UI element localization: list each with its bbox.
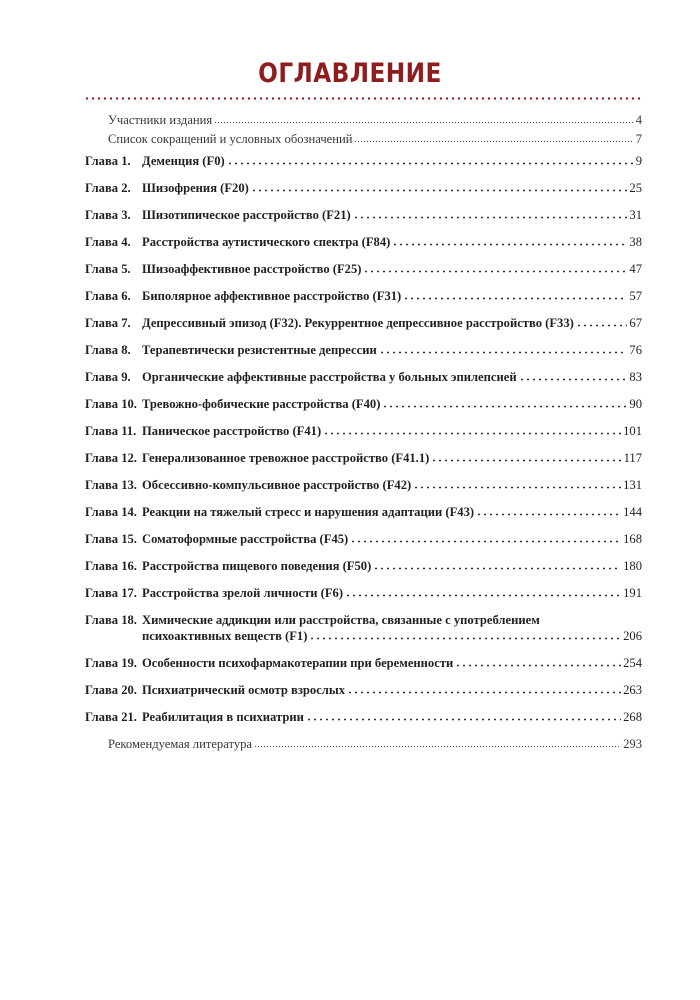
toc-entry-page: 293 (623, 737, 642, 751)
toc-entry-page: 168 (623, 532, 642, 546)
leader-dots (347, 691, 621, 694)
chapter-label: Глава 8. (85, 343, 131, 357)
toc-entry-chapter[interactable] (85, 585, 642, 601)
chapter-label: Глава 11. (85, 424, 137, 438)
toc-entry-chapter[interactable] (85, 477, 642, 493)
chapter-title: Психиатрический осмотр взрослых (142, 683, 345, 697)
toc-entry-chapter[interactable] (85, 504, 642, 520)
chapter-label: Глава 12. (85, 451, 137, 465)
toc-entry-chapter[interactable] (85, 315, 642, 331)
leader-dots (413, 486, 621, 489)
toc-entry-chapter[interactable] (85, 655, 642, 671)
chapter-title: Терапевтически резистентные депрессии (142, 343, 377, 357)
chapter-label: Глава 19. (85, 656, 137, 670)
chapter-label: Глава 21. (85, 710, 137, 724)
chapter-title: Расстройства пищевого поведения (F50) (142, 559, 372, 573)
chapter-label: Глава 6. (85, 289, 131, 303)
leader-dots (431, 459, 621, 462)
leader-dots (354, 140, 633, 143)
toc-entry-title: Список сокращений и условных обозначений (108, 132, 353, 146)
chapter-label: Глава 13. (85, 478, 137, 492)
toc-entry-page: 117 (623, 451, 642, 465)
toc-entry-page: 57 (629, 289, 642, 303)
leader-dots (254, 745, 621, 748)
toc-entry-page: 263 (623, 683, 642, 697)
toc-entry-page: 9 (635, 154, 642, 168)
toc-entry-page: 144 (623, 505, 642, 519)
toc-entry-page: 131 (623, 478, 642, 492)
chapter-label: Глава 15. (85, 532, 137, 546)
toc-entry-page: 67 (629, 316, 642, 330)
leader-dots (455, 664, 621, 667)
toc-entry-chapter[interactable] (85, 288, 642, 304)
toc-entry-references[interactable] (85, 736, 642, 752)
chapter-title: Биполярное аффективное расстройство (F31) (142, 289, 402, 303)
leader-dots (214, 121, 634, 124)
chapter-label: Глава 2. (85, 181, 131, 195)
chapter-title: Паническое расстройство (F41) (142, 424, 322, 438)
toc-entry-chapter[interactable] (85, 342, 642, 358)
toc-entry-chapter[interactable] (85, 396, 642, 412)
toc-entry-page: 4 (635, 113, 642, 127)
toc-entry-page: 31 (629, 208, 642, 222)
leader-dots (519, 378, 628, 381)
toc-entry-chapter[interactable] (85, 369, 642, 385)
title-dotted-rule (84, 97, 644, 100)
leader-dots (227, 162, 634, 165)
toc-entry-page: 76 (629, 343, 642, 357)
leader-dots (251, 189, 628, 192)
toc-entry-title: Участники издания (108, 113, 213, 127)
toc-entry-contributors[interactable] (85, 112, 642, 128)
leader-dots (345, 594, 621, 597)
leader-dots (476, 513, 621, 516)
toc-entry-chapter[interactable] (85, 423, 642, 439)
chapter-label: Глава 17. (85, 586, 137, 600)
toc-entry-chapter[interactable] (85, 450, 642, 466)
chapter-title: Шизотипическое расстройство (F21) (142, 208, 351, 222)
toc-entry-chapter-18[interactable] (85, 612, 642, 644)
toc-entry-page: 180 (623, 559, 642, 573)
leader-dots (363, 270, 627, 273)
leader-dots (392, 243, 627, 246)
toc-entry-page: 83 (629, 370, 642, 384)
toc-entry-page: 101 (623, 424, 642, 438)
toc-entry-page: 254 (623, 656, 642, 670)
chapter-label: Глава 9. (85, 370, 131, 384)
page-title: ОГЛАВЛЕНИЕ (258, 58, 442, 89)
chapter-title: Реакции на тяжелый стресс и нарушения адаптации (F43) (142, 505, 475, 519)
chapter-title: Обсессивно-компульсивное расстройство (F42) (142, 478, 412, 492)
leader-dots (576, 324, 628, 327)
leader-dots (323, 432, 621, 435)
toc-entry-abbreviations[interactable] (85, 131, 642, 147)
chapter-title: Реабилитация в психиатрии (142, 710, 304, 724)
toc-entry-page: 47 (629, 262, 642, 276)
chapter-title: Генерализованное тревожное расстройство (F41.1) (142, 451, 430, 465)
leader-dots (350, 540, 621, 543)
toc-entry-page: 268 (623, 710, 642, 724)
toc-entry-page: 7 (635, 132, 642, 146)
chapter-title: Шизофрения (F20) (142, 181, 249, 195)
chapter-title-line-1: Химические аддикции или расстройства, связанные с употреблением (142, 613, 540, 627)
chapter-label: Глава 16. (85, 559, 137, 573)
chapter-title: Органические аффективные расстройства у больных эпилепсией (142, 370, 517, 384)
toc-entry-chapter[interactable] (85, 180, 642, 196)
toc-entry-title: Рекомендуемая литература (108, 737, 253, 751)
chapter-title: Особенности психофармакотерапии при беременности (142, 656, 454, 670)
chapter-label: Глава 14. (85, 505, 137, 519)
chapter-label: Глава 3. (85, 208, 131, 222)
leader-dots (373, 567, 621, 570)
leader-dots (403, 297, 627, 300)
toc-entry-page: 206 (623, 629, 642, 643)
toc-entry-page: 38 (629, 235, 642, 249)
leader-dots (309, 637, 621, 640)
toc-entry-page: 191 (623, 586, 642, 600)
chapter-label: Глава 10. (85, 397, 137, 411)
chapter-title: Тревожно-фобические расстройства (F40) (142, 397, 381, 411)
toc-entry-chapter[interactable] (85, 709, 642, 725)
leader-dots (306, 718, 621, 721)
chapter-label: Глава 4. (85, 235, 131, 249)
chapter-label: Глава 20. (85, 683, 137, 697)
chapter-title-line-2: психоактивных веществ (F1) (142, 629, 308, 643)
table-of-contents (85, 112, 642, 752)
toc-entry-chapter[interactable] (85, 558, 642, 574)
chapter-label: Глава 1. (85, 154, 131, 168)
leader-dots (353, 216, 628, 219)
toc-entry-chapter[interactable] (85, 207, 642, 223)
toc-entry-page: 90 (629, 397, 642, 411)
chapter-title: Деменция (F0) (142, 154, 225, 168)
toc-entry-chapter[interactable] (85, 153, 642, 169)
toc-entry-chapter[interactable] (85, 234, 642, 250)
chapter-title: Расстройства зрелой личности (F6) (142, 586, 344, 600)
toc-entry-chapter[interactable] (85, 682, 642, 698)
leader-dots (382, 405, 627, 408)
chapter-label: Глава 7. (85, 316, 131, 330)
chapter-label: Глава 18. (85, 613, 137, 627)
toc-entry-chapter[interactable] (85, 261, 642, 277)
chapter-title: Соматоформные расстройства (F45) (142, 532, 349, 546)
toc-entry-chapter[interactable] (85, 531, 642, 547)
chapter-title: Депрессивный эпизод (F32). Рекуррентное депрессивное расстройство (F33) (142, 316, 574, 330)
toc-entry-page: 25 (629, 181, 642, 195)
leader-dots (379, 351, 628, 354)
chapter-title: Шизоаффективное расстройство (F25) (142, 262, 362, 276)
chapter-label: Глава 5. (85, 262, 131, 276)
chapter-title: Расстройства аутистического спектра (F84) (142, 235, 391, 249)
